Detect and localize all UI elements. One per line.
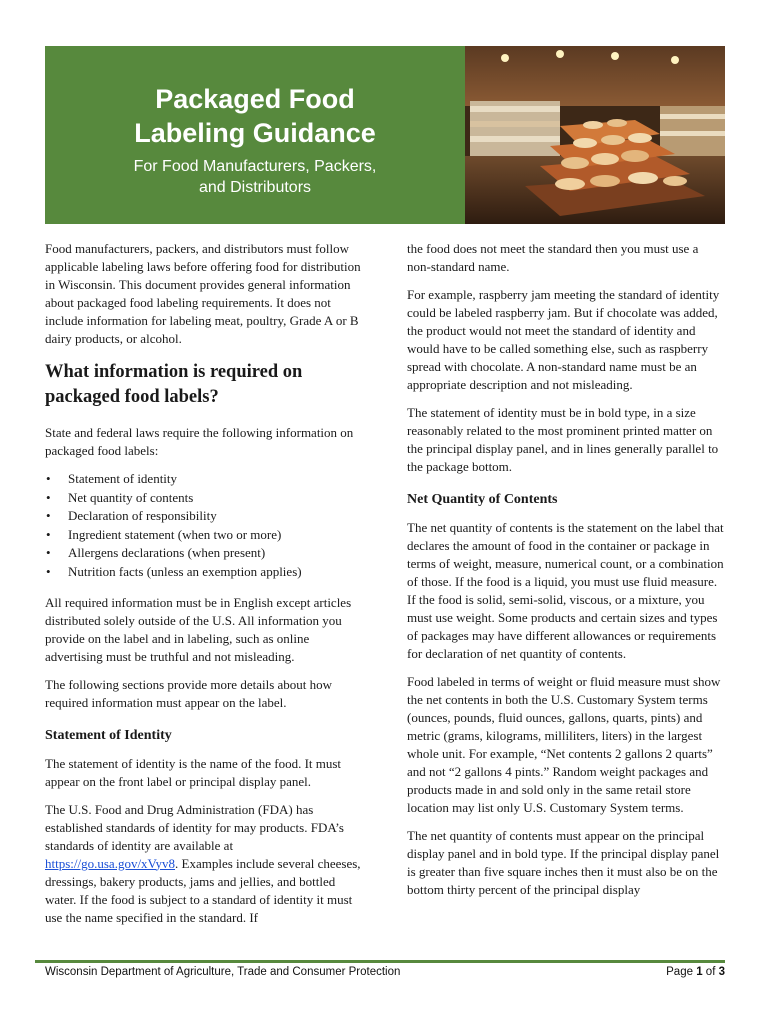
page-subtitle (105, 156, 405, 198)
heading-required-information: What information is required on packaged food labels? (45, 362, 303, 407)
of-word: of (705, 966, 716, 978)
subtitle-line-2: and Distributors (198, 179, 312, 196)
net-quantity-paragraph-2: Food labeled in terms of weight or fluid measure must show the net contents in both the U.S. Customary System terms (ounces, pounds, fluid ounces, gallons, quarts, pints) and metric (grams, kilograms, milliliters, liters) in the largest whole unit. For example, “Net contents 2 gallons 2 quarts” and not “2 gallons 4 pints.” Random weight packages and products made in and sold only in the same retail store location may list only U.S. Customary System terms. (407, 674, 721, 815)
fda-standards-link[interactable]: https://go.usa.gov/xVyv8 (45, 855, 176, 871)
footer-agency: Wisconsin Department of Agriculture, Trade and Consumer Protection (45, 966, 401, 978)
intro-paragraph: Food manufacturers, packers, and distributors must follow applicable labeling laws before offering food for distribution in Wisconsin. This document provides general information about packaged food labeling requirements. It does not include information for labeling meat, poultry, Grade A or B dairy products, or alcohol. (45, 241, 361, 346)
grocery-store-photo (465, 46, 725, 224)
identity-text-after-link: . Examples include several cheeses, dressings, bakery products, jams and jellies, and bottled water. If the food is subject to a standard of identity it must use the name specified in the standard. If (45, 855, 361, 925)
page-word: Page (666, 966, 693, 978)
state-federal-paragraph: State and federal laws require the following information on packaged food labels: (45, 425, 354, 458)
continued-paragraph: the food does not meet the standard then you must use a non-standard name. (407, 241, 699, 274)
title-line-2: Labeling Guidance (134, 118, 376, 148)
banner-text (45, 46, 465, 224)
heading-statement-of-identity: Statement of Identity (45, 727, 172, 743)
net-quantity-paragraph-1: The net quantity of contents is the statement on the label that declares the amount of food in the container or package in terms of weight, measure, numerical count, or a combination of those. If the food is a liquid, you must use fluid measure. If the food is solid, semi-solid, viscous, or a mixture, you must use weight. Some products and certain sizes and types of packages may have different allowances or requirements for declaration of net quantity of contents. (407, 520, 724, 661)
bold-type-paragraph: The statement of identity must be in bold type, in a size reasonably related to the most prominent printed matter on the principal display panel, and in lines generally parallel to the package bottom. (407, 405, 719, 474)
right-column (407, 240, 725, 909)
identity-text-before-link: The U.S. Food and Drug Administration (FDA) has established standards of identity for may products. FDA’s standards of identity are available at (45, 801, 344, 853)
title-line-1: Packaged Food (155, 84, 355, 114)
required-information-list (45, 470, 365, 582)
list-item: • Net quantity of contents (45, 489, 365, 508)
page-number (666, 966, 725, 978)
page-total: 3 (718, 966, 725, 978)
example-paragraph: For example, raspberry jam meeting the standard of identity could be labeled raspberry jam. But if chocolate was added, the product would not meet the standard of identity and would have to be called something else, such as raspberry spread with chocolate. A non-standard name must be an appropriate description and not misleading. (407, 287, 720, 392)
page-title (45, 82, 465, 150)
identity-paragraph-2 (45, 801, 365, 927)
left-column (45, 240, 365, 937)
net-quantity-paragraph-3: The net quantity of contents must appear on the principal display panel and in bold type. If the principal display panel is greater than five square inches then it must also be on the bottom thirty percent of the principal display (407, 828, 720, 897)
list-item: • Declaration of responsibility (45, 507, 365, 526)
list-item: • Nutrition facts (unless an exemption applies) (45, 563, 365, 582)
list-item: • Statement of identity (45, 470, 365, 489)
english-paragraph: All required information must be in English except articles distributed solely outside of the U.S. All information you provide on the label and in labeling, such as online advertising must be truthful and not misleading. (45, 594, 352, 664)
footer-divider (35, 960, 725, 963)
list-item: • Ingredient statement (when two or more) (45, 526, 365, 545)
following-sections-paragraph: The following sections provide more details about how required information must appear on the label. (45, 676, 333, 710)
header-banner (45, 46, 725, 224)
page-current: 1 (696, 966, 703, 978)
identity-paragraph-1: The statement of identity is the name of the food. It must appear on the front label or principal display panel. (45, 755, 342, 789)
heading-net-quantity: Net Quantity of Contents (407, 492, 558, 507)
subtitle-line-1: For Food Manufacturers, Packers, (133, 158, 377, 175)
list-item: • Allergens declarations (when present) (45, 544, 365, 563)
